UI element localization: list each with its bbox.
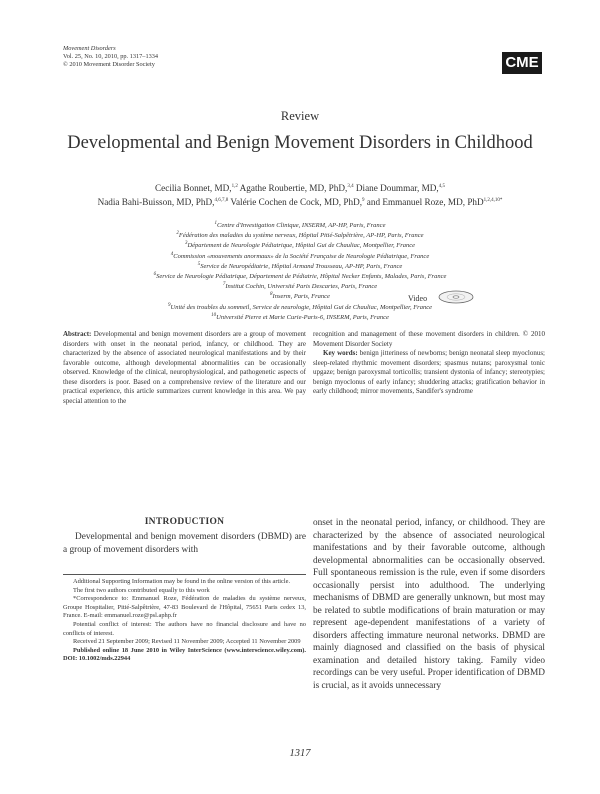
affiliation-sup: 2: [176, 231, 179, 237]
author-name: Cecilia Bonnet, MD,: [155, 183, 232, 193]
affiliation-sup: 7: [222, 282, 226, 288]
journal-name: Movement Disorders: [63, 45, 116, 52]
affiliation: [40, 313, 560, 323]
author-name: Valérie Cochen de Cock, MD, PhD,: [228, 197, 362, 207]
affiliation: [40, 252, 560, 262]
video-label: Video: [408, 293, 428, 303]
author-sup: 4,5: [438, 183, 445, 189]
author-sup: 3,4: [347, 183, 354, 189]
video-disc-icon: [437, 289, 475, 307]
section-heading: INTRODUCTION: [144, 517, 225, 527]
affiliation-sup: 8: [270, 292, 273, 298]
affiliation: [40, 272, 560, 282]
affiliation-sup: 1: [214, 220, 218, 226]
abstract-label: Abstract:: [63, 330, 92, 338]
footnote-divider: [63, 574, 306, 575]
abstract-text-cont: recognition and management of these movement disorders in children. © 2010 Movement Disorder Society: [313, 330, 545, 348]
affiliation-text: Service de Neurologie Pédiatrique, Département de Pédiatrie, Hôpital Necker Enfants, Malades, Paris, France: [156, 273, 447, 281]
affiliation-text: Unité des troubles du sommeil, Service de neurologie, Hôpital Gui de Chauliac, Montpellier, France: [170, 303, 432, 311]
affiliation-text: Département de Neurologie Pédiatrique, Hôpital Gui de Chauliac, Montpellier, France: [187, 242, 416, 250]
affiliation-text: Commission «mouvements anormaux» de la Société Française de Neurologie Pédiatrique, France: [173, 252, 430, 260]
abstract-left: [63, 330, 306, 406]
keywords: [313, 349, 545, 397]
footnotes: [63, 578, 306, 664]
journal-header: [63, 45, 158, 69]
affiliation: [40, 231, 560, 241]
abstract-right: [313, 330, 545, 397]
affiliation-sup: 3: [184, 241, 188, 247]
footnote: The first two authors contributed equally to this work: [73, 586, 210, 594]
affiliation: [40, 241, 560, 251]
keywords-label: Key words:: [323, 349, 358, 357]
intro-text-left: Developmental and benign movement disorders (DBMD) are a group of movement disorders with: [63, 532, 306, 555]
author-name: Nadia Bahi-Buisson, MD, PhD,: [97, 197, 215, 207]
affiliation-text: Institut Cochin, Université Paris Descartes, Paris, France: [225, 283, 378, 291]
footnote: *Correspondence to: Emmanuel Roze, Fédération de maladies du système nerveux, Groupe Hospitalier, Pitié-Salpêtrière, 47-83 Boulevard de l'Hôpital, 75651 Paris cedex 13, France. E-mail: emmanuel.roze@psl.aphp.fr: [63, 595, 306, 620]
author-sup: 4,6,7,8: [214, 197, 229, 203]
affiliation: [40, 221, 560, 231]
author-name: Diane Doummar, MD,: [353, 183, 439, 193]
affiliation-sup: 10: [211, 312, 217, 318]
author-sup: 9: [362, 197, 365, 203]
affiliation-text: Service de Neuropédiatrie, Hôpital Armand Trousseau, AP-HP, Paris, France: [200, 262, 403, 270]
affiliations: [40, 221, 560, 323]
section-label: Review: [280, 109, 320, 123]
affiliation-sup: 6: [153, 271, 157, 277]
affiliation: [40, 292, 560, 302]
intro-text-right: onset in the neonatal period, infancy, or childhood. They are characterized by the absence of associated neurological manifestations and by their favorable outcome, although developmental abnormalities can be occasionally observed. Full spontaneous remission is the rule, even if some disorders occasionally persist into adulthood. The underlying mechanisms of DBMD are generally unknown, but most may be related to subtle modifications of brain maturation or may represent age-dependent manifestations of a variety of disorders affecting immature neuronal networks. DBMD are mainly diagnosed and classified on the basis of physical examination and detailed history taking. Family video recordings can be very useful. Proper identification of DBMD is crucial, as it avoids unnecessary: [313, 518, 545, 691]
keywords-text: benign jitteriness of newborns; benign neonatal sleep myoclonus; sleep-related rhythmic movement disorders; spasmus nutans; paroxysmal tonic upgaze; benign paroxysmal torticollis; transient dystonia of infancy; stereotypies; benign myoclonus of early infancy; shuddering attacks; gratification behavior in early childhood; mirror movements, Sandifer's syndrome: [313, 349, 545, 395]
author-sup: 1,2,4,10*: [483, 197, 503, 203]
journal-copyright: © 2010 Movement Disorder Society: [63, 61, 155, 68]
affiliation: [40, 303, 560, 313]
affiliation-text: Inserm, Paris, France: [272, 293, 330, 301]
affiliation: [40, 262, 560, 272]
footnote: Additional Supporting Information may be found in the online version of this article.: [73, 578, 291, 585]
author-name: Agathe Roubertie, MD, PhD,: [237, 183, 348, 193]
affiliation-text: Fédération des maladies du système nerveux, Hôpital Pitié-Salpêtrière, AP-HP, Paris, France: [178, 232, 424, 240]
journal-volume: Vol. 25, No. 10, 2010, pp. 1317–1334: [63, 53, 159, 60]
affiliation-sup: 5: [197, 261, 201, 267]
page-number: 1317: [289, 748, 311, 759]
author-name: and Emmanuel Roze, MD, PhD: [364, 197, 484, 207]
affiliation-sup: 9: [168, 302, 171, 308]
affiliation-text: Université Pierre et Marie Curie-Paris-6, INSERM, Paris, France: [216, 313, 389, 321]
footnote: Received 21 September 2009; Revised 11 November 2009; Accepted 11 November 2009: [73, 638, 301, 646]
author-sup: 1,2: [231, 183, 238, 189]
affiliation-sup: 4: [170, 251, 174, 257]
cme-badge: CME: [502, 52, 542, 74]
author-list: [40, 181, 560, 209]
video-link[interactable]: [408, 289, 475, 307]
abstract-text: Developmental and benign movement disorders are a group of movement disorders with onset in the neonatal period, infancy, or childhood. They are characterized by the absence of associated neurological manifestations and by their favorable outcome, although developmental abnormalities can be occasionally observed. Knowledge of the clinical, neurophysiological, and pathogenetic aspects of these disorders is poor. Based on a comprehensive review of the literature and our practical experience, this article summarizes current knowledge in this area. We pay special attention to the: [63, 330, 306, 405]
affiliation: [40, 282, 560, 292]
footnote: Published online 18 June 2010 in Wiley InterScience (www.interscience.wiley.com). DOI: 10.1002/mds.22944: [63, 646, 306, 663]
article-title: Developmental and Benign Movement Disorders in Childhood: [67, 133, 533, 153]
footnote: Potential conflict of interest: The authors have no financial disclosure and have no conflicts of interest.: [63, 620, 306, 637]
affiliation-text: Centre d'Investigation Clinique, INSERM, AP-HP, Paris, France: [217, 222, 386, 229]
